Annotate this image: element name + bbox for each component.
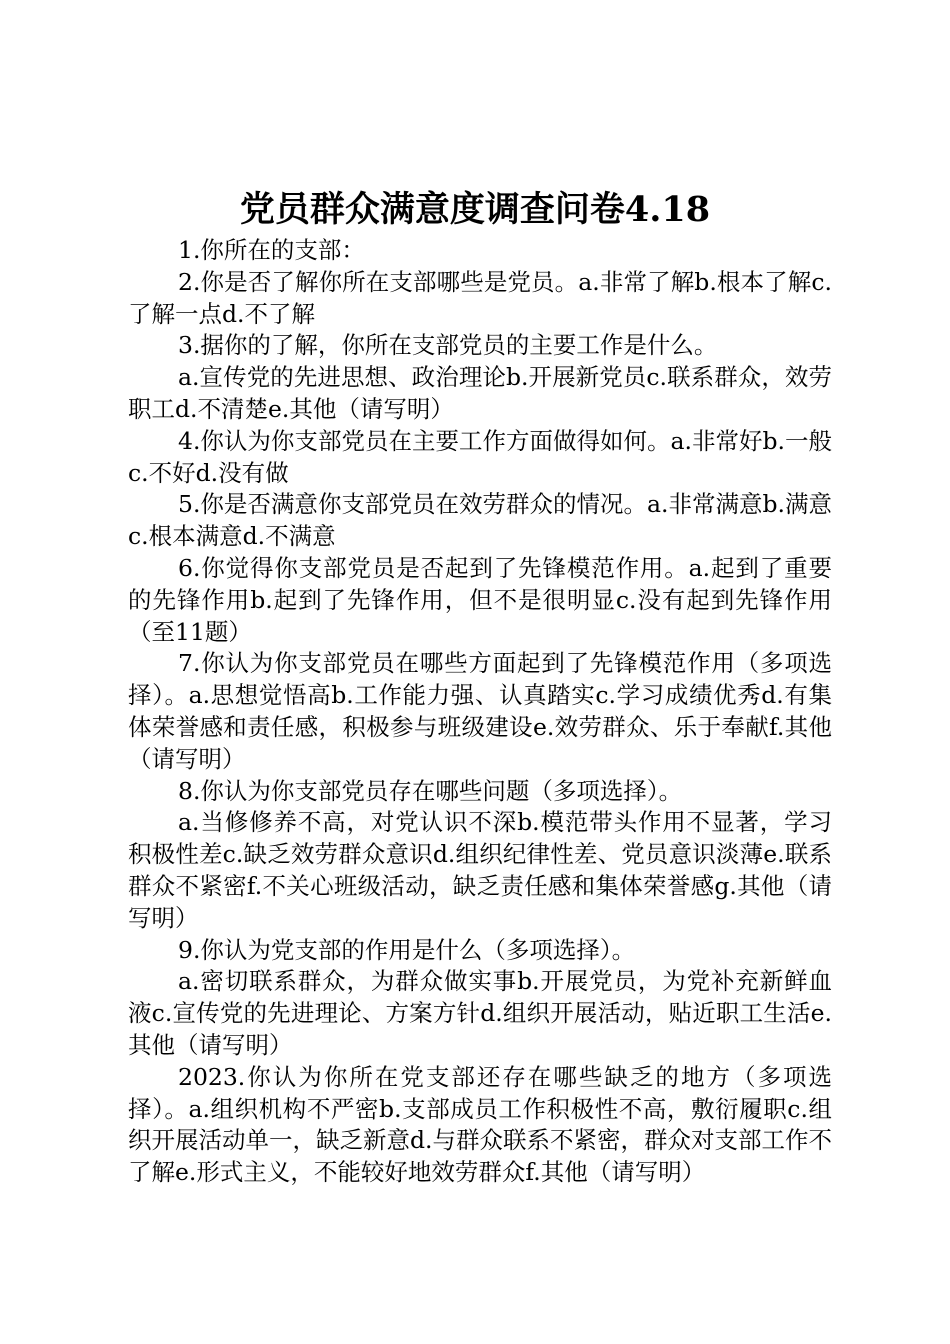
question-8-text: 8.你认为你支部党员存在哪些问题（多项选择）。 bbox=[178, 776, 683, 805]
question-5-text: 5.你是否满意你支部党员在效劳群众的情况。a.非常满意b.满意c.根本满意d.不满意 bbox=[128, 490, 832, 551]
question-3-text: 3.据你的了解，你所在支部党员的主要工作是什么。 bbox=[178, 331, 718, 360]
question-6-text: 6.你觉得你支部党员是否起到了先锋模范作用。a.起到了重要的先锋作用b.起到了先锋作用，但不是很明显c.没有起到先锋作用（至11题） bbox=[128, 553, 832, 646]
document-title: 党员群众满意度调查问卷4.18 bbox=[239, 189, 711, 230]
question-3-options: a.宣传党的先进思想、政治理论b.开展新党员c.联系群众，效劳职工d.不清楚e.其他（请写明） bbox=[128, 363, 832, 423]
question-9-text: 9.你认为党支部的作用是什么（多项选择）。 bbox=[178, 935, 636, 964]
question-4-text: 4.你认为你支部党员在主要工作方面做得如何。a.非常好b.一般c.不好d.没有做 bbox=[128, 426, 832, 487]
question-9-options: a.密切联系群众，为群众做实事b.开展党员，为党补充新鲜血液c.宣传党的先进理论、方案方针d.组织开展活动，贴近职工生活e.其他（请写明） bbox=[128, 967, 832, 1059]
question-8-options: a.当修修养不高，对党认识不深b.模范带头作用不显著，学习积极性差c.缺乏效劳群众意识d.组织纪律性差、党员意识淡薄e.联系群众不紧密f.不关心班级活动，缺乏责任感和集体荣誉感g.其他（请写明） bbox=[128, 808, 832, 932]
question-10-text: 2023.你认为你所在党支部还存在哪些缺乏的地方（多项选择）。a.组织机构不严密b.支部成员工作积极性不高，敷衍履职c.组织开展活动单一，缺乏新意d.与群众联系不紧密，群众对支部工作不了解e.形式主义，不能较好地效劳群众f.其他（请写明） bbox=[128, 1062, 833, 1187]
question-2-text: 2.你是否了解你所在支部哪些是党员。a.非常了解b.根本了解c.了解一点d.不了解 bbox=[128, 267, 832, 328]
question-1-text: 1.你所在的支部： bbox=[178, 236, 365, 264]
question-7-text: 7.你认为你支部党员在哪些方面起到了先锋模范作用（多项选择）。a.思想觉悟高b.工作能力强、认真踏实c.学习成绩优秀d.有集体荣誉感和责任感，积极参与班级建设e.效劳群众、乐于奉献f.其他（请写明） bbox=[128, 649, 832, 773]
document-body bbox=[128, 235, 832, 1189]
